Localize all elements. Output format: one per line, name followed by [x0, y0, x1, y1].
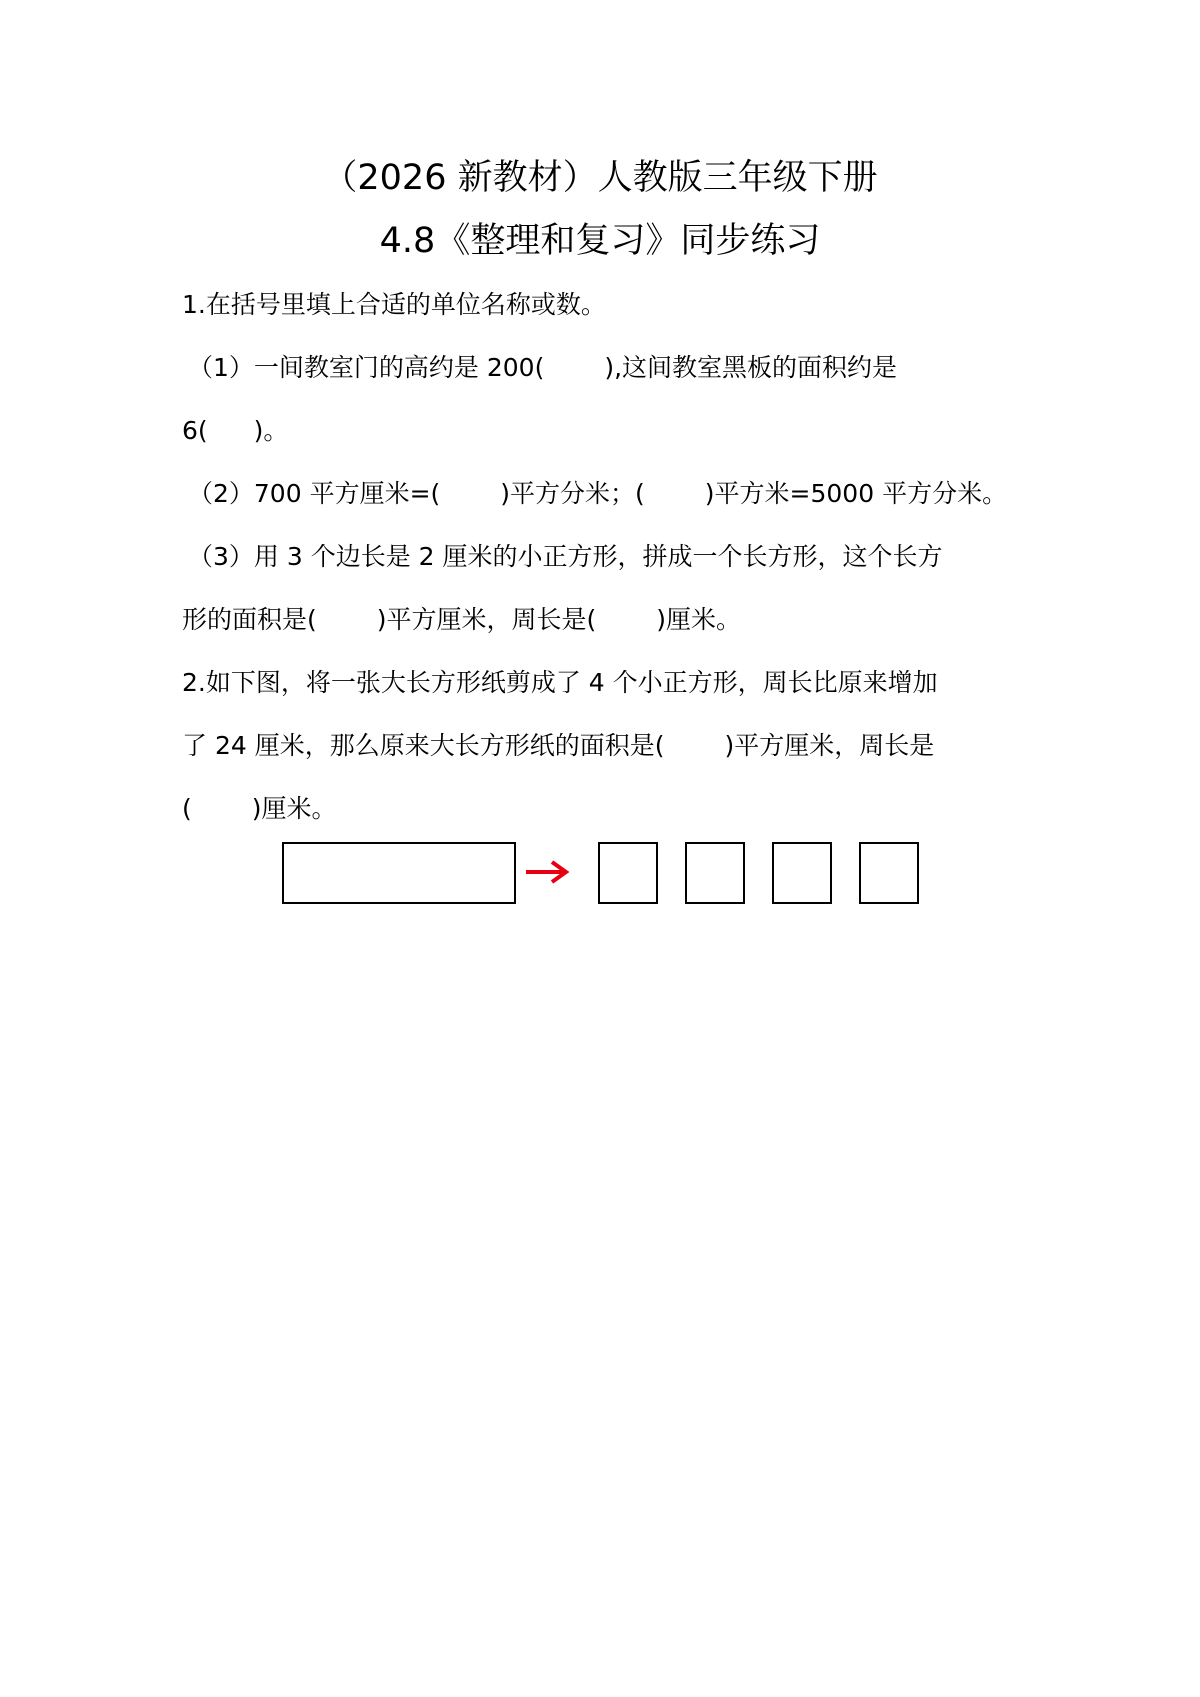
question-2-line-3 [182, 793, 337, 825]
question-text: 6( [182, 416, 208, 445]
question-1-part-1-line-2 [182, 415, 288, 447]
question-text: （2）700 平方厘米=( [188, 479, 441, 508]
small-square [772, 842, 832, 904]
question-1-part-3-line-2 [182, 604, 741, 636]
question-1-part-1-line-1 [188, 352, 897, 384]
question-text: ),这间教室黑板的面积约是 [604, 353, 898, 382]
question-text: （1）一间教室门的高约是 200( [188, 353, 545, 382]
worksheet-subtitle: 4.8《整理和复习》同步练习 [379, 221, 821, 261]
question-text: )平方分米；( [500, 479, 645, 508]
question-text: 形的面积是( [182, 605, 317, 634]
question-2-line-2 [182, 730, 934, 762]
right-arrow-icon [524, 857, 574, 887]
question-text: )厘米。 [656, 605, 742, 634]
large-rectangle [282, 842, 516, 904]
question-1-stem: 1.在括号里填上合适的单位名称或数。 [182, 290, 606, 319]
question-text: )平方米=5000 平方分米。 [704, 479, 1008, 508]
question-text: )平方厘米，周长是( [376, 605, 597, 634]
question-1-part-2 [188, 478, 1007, 510]
question-text: ( [182, 794, 192, 823]
cut-rectangle-figure [282, 842, 922, 904]
question-text: 了 24 厘米，那么原来大长方形纸的面积是( [182, 731, 665, 760]
small-square [598, 842, 658, 904]
question-text: )平方厘米，周长是 [724, 731, 935, 760]
question-text: )。 [253, 416, 289, 445]
question-1-part-3-line-1: （3）用 3 个边长是 2 厘米的小正方形，拼成一个长方形，这个长方 [188, 542, 943, 571]
worksheet-title: （2026 新教材）人教版三年级下册 [322, 158, 878, 198]
question-text: )厘米。 [251, 794, 337, 823]
small-square [685, 842, 745, 904]
question-2-line-1: 2.如下图，将一张大长方形纸剪成了 4 个小正方形，周长比原来增加 [182, 668, 938, 697]
small-square [859, 842, 919, 904]
